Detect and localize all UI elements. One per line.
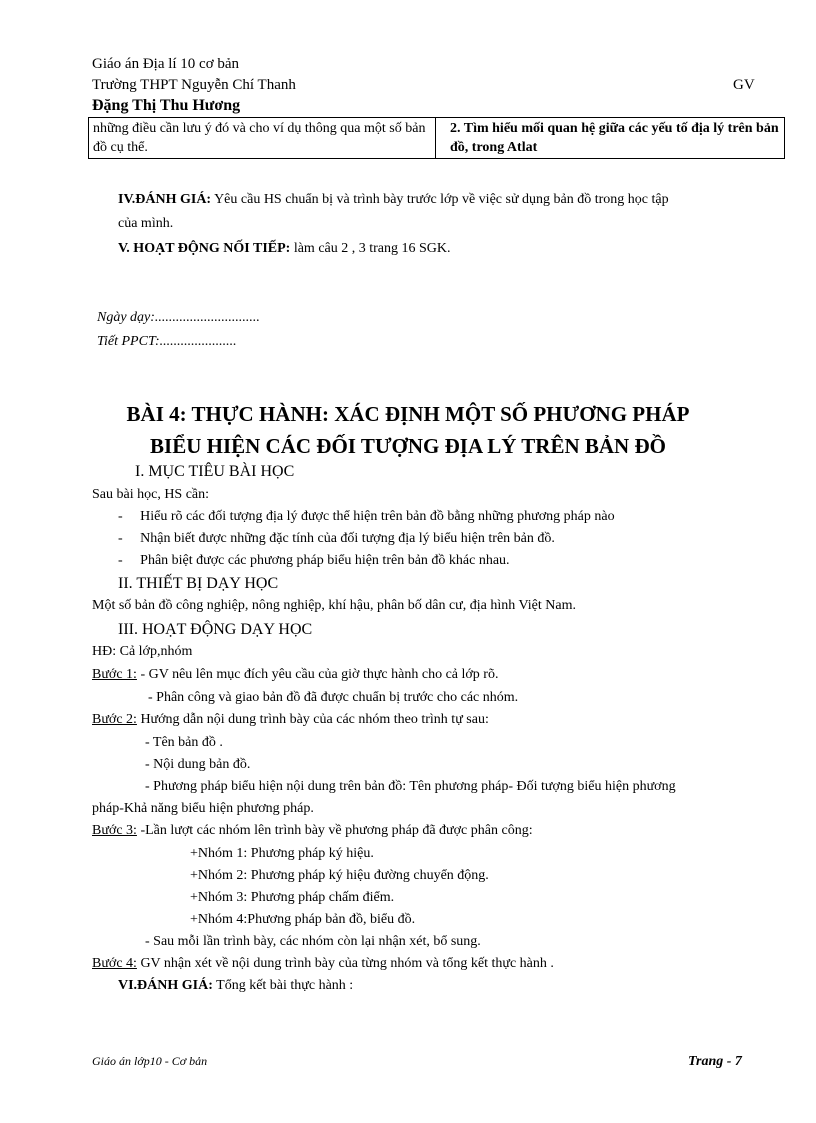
section-iii-heading: III. HOẠT ĐỘNG DẠY HỌC: [118, 621, 313, 638]
section-v-label: V. HOẠT ĐỘNG NỐI TIẾP:: [118, 241, 291, 256]
step-2-item: - Nội dung bản đồ.: [145, 757, 251, 772]
step-4: Bước 4: GV nhận xét về nội dung trình bày của từng nhóm và tổng kết thực hành .: [92, 956, 554, 971]
section-iv: [118, 192, 669, 208]
step-1-label: Bước 1:: [92, 667, 137, 682]
group-item: +Nhóm 2: Phương pháp ký hiệu đường chuyển động.: [190, 868, 489, 883]
ngay-day: Ngày dạy:..............................: [97, 310, 260, 325]
header-line-1: Giáo án Địa lí 10 cơ bản: [92, 56, 240, 72]
step-2: Bước 2: Hướng dẫn nội dung trình bày của các nhóm theo trình tự sau:: [92, 712, 489, 727]
header-author: Đặng Thị Thu Hương: [92, 97, 241, 114]
objective-item: - Phân biệt được các phương pháp biểu hiện trên bản đồ khác nhau.: [118, 553, 510, 568]
section-ii-heading: II. THIẾT BỊ DẠY HỌC: [118, 575, 279, 592]
page-number: Trang - 7: [688, 1054, 742, 1069]
continuation-table: [88, 117, 785, 159]
section-vi: VI.ĐÁNH GIÁ: Tổng kết bài thực hành :: [118, 978, 354, 993]
section-iv-label: IV.ĐÁNH GIÁ:: [118, 192, 212, 207]
table-cell-left: những điều cần lưu ý đó và cho ví dụ thông qua một số bản đồ cụ thể.: [89, 118, 436, 159]
lesson-title-line-1: BÀI 4: THỰC HÀNH: XÁC ĐỊNH MỘT SỐ PHƯƠNG PHÁP: [126, 402, 690, 426]
step-2-label: Bước 2:: [92, 712, 137, 727]
group-item: +Nhóm 4:Phương pháp bản đồ, biểu đồ.: [190, 912, 416, 927]
objective-item: - Nhận biết được những đặc tính của đối tượng địa lý biểu hiện trên bản đồ.: [118, 531, 555, 546]
header-line-2: Trường THPT Nguyễn Chí Thanh: [92, 77, 296, 93]
table-cell-right: 2. Tìm hiểu mối quan hệ giữa các yếu tố địa lý trên bản đồ, trong Atlat: [436, 118, 785, 159]
section-i-intro: Sau bài học, HS cần:: [92, 487, 210, 502]
objective-item: - Hiểu rõ các đối tượng địa lý được thể hiện trên bản đồ bằng những phương pháp nào: [118, 509, 615, 524]
footer-left: Giáo án lớp10 - Cơ bản: [92, 1054, 208, 1068]
step-3: Bước 3: -Lần lượt các nhóm lên trình bày về phương pháp đã được phân công:: [92, 823, 533, 838]
step-3-end: - Sau mỗi lần trình bày, các nhóm còn lại nhận xét, bổ sung.: [145, 934, 481, 949]
section-iv-cont: của mình.: [118, 216, 174, 231]
section-vi-label: VI.ĐÁNH GIÁ:: [118, 978, 213, 993]
step-1: Bước 1: - GV nêu lên mục đích yêu cầu của giờ thực hành cho cả lớp rõ.: [92, 667, 499, 682]
section-v-text: làm câu 2 , 3 trang 16 SGK.: [290, 241, 451, 256]
section-v: [118, 241, 451, 257]
step-2-item: - Tên bản đồ .: [145, 735, 223, 750]
activity-mode: HĐ: Cả lớp,nhóm: [92, 644, 193, 659]
section-i-heading: I. MỤC TIÊU BÀI HỌC: [135, 463, 295, 480]
group-item: +Nhóm 3: Phương pháp chấm điểm.: [190, 890, 395, 905]
header-gv: GV: [733, 77, 755, 93]
section-ii-text: Một số bản đồ công nghiệp, nông nghiệp, khí hậu, phân bố dân cư, địa hình Việt Nam.: [92, 598, 576, 613]
lesson-title-line-2: BIỂU HIỆN CÁC ĐỐI TƯỢNG ĐỊA LÝ TRÊN BẢN ĐỒ: [150, 434, 666, 458]
step-3-label: Bước 3:: [92, 823, 137, 838]
tiet-ppct: Tiết PPCT:......................: [97, 334, 237, 349]
step-2-item-cont: pháp-Khả năng biểu hiện phương pháp.: [92, 801, 314, 816]
step-4-label: Bước 4:: [92, 956, 137, 971]
group-item: +Nhóm 1: Phương pháp ký hiệu.: [190, 846, 374, 861]
section-iv-text: Yêu cầu HS chuẩn bị và trình bày trước lớp về việc sử dụng bản đồ trong học tập: [211, 192, 669, 207]
step-2-item: - Phương pháp biểu hiện nội dung trên bản đồ: Tên phương pháp- Đối tượng biểu hiện phương: [145, 779, 676, 794]
step-1-b: - Phân công và giao bản đồ đã được chuẩn bị trước cho các nhóm.: [148, 690, 519, 705]
